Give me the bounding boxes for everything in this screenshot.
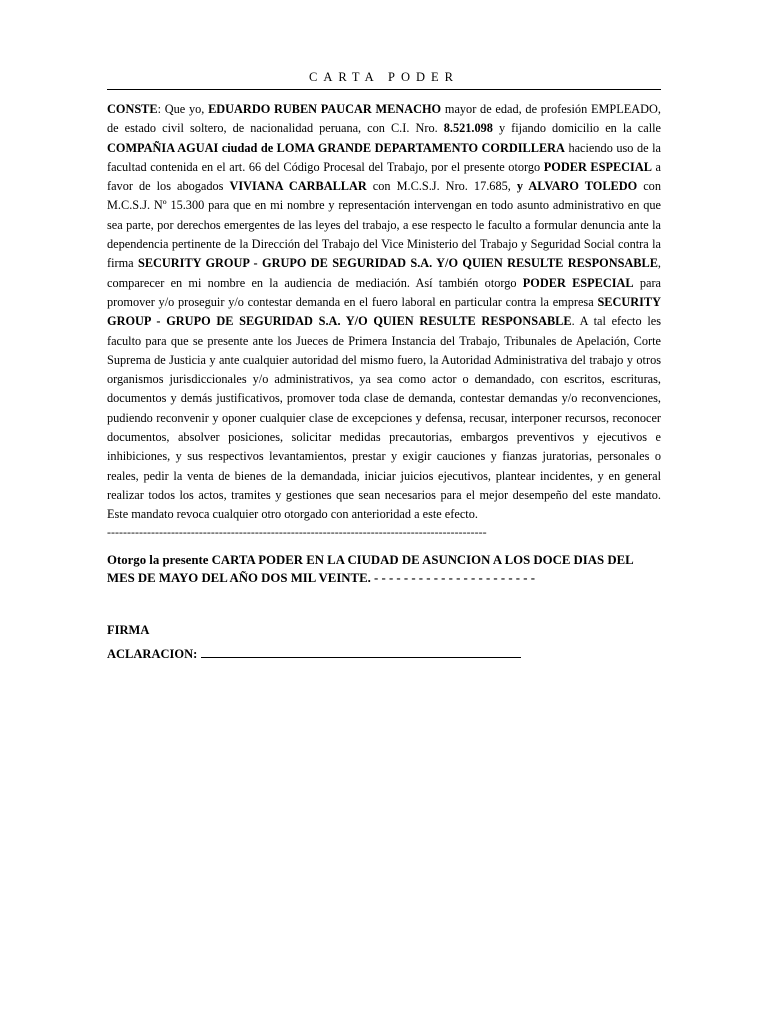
body-text-run: : Que yo, bbox=[157, 102, 209, 116]
body-bold-run: 8.521.098 bbox=[443, 121, 493, 136]
body-bold-run: PODER ESPECIAL bbox=[543, 159, 652, 174]
title-underline bbox=[107, 89, 661, 90]
body-bold-run: VIVIANA CARBALLAR bbox=[229, 179, 367, 194]
separator-line: ----------------------------------------------------------------------------------------------- bbox=[107, 524, 487, 539]
body-text-run: haciendo uso de la facultad contenida en el art. 66 del Código Procesal del Trabajo, por el presente otorgo bbox=[107, 140, 662, 174]
body-bold-run: PODER ESPECIAL bbox=[522, 275, 634, 290]
body-bold-run: SECURITY GROUP - GRUPO DE SEGURIDAD S.A. Y/O QUIEN RESULTE RESPONSABLE bbox=[107, 294, 661, 329]
body-text-run: , comparecer en mi nombre en la audiencia de mediación. Así también otorgo bbox=[107, 256, 661, 290]
body-bold-run: COMPAÑIA AGUAI ciudad de LOMA GRANDE DEPARTAMENTO CORDILLERA bbox=[107, 140, 565, 155]
otorgo-paragraph bbox=[107, 551, 661, 587]
aclaracion-label: ACLARACION: bbox=[107, 646, 198, 661]
firma-label: FIRMA bbox=[107, 622, 150, 637]
document-page bbox=[107, 70, 661, 662]
body-text-run: con M.C.S.J. Nro. 17.685, bbox=[366, 179, 517, 194]
body-text-run: mayor de edad, de profesión EMPLEADO, de estado civil soltero, de nacionalidad peruana, con C.I. Nro. bbox=[107, 102, 661, 136]
otorgo-lead: Otorgo la presente bbox=[107, 552, 212, 567]
aclaracion-signature-line bbox=[201, 647, 521, 658]
body-text-run: y fijando domicilio en la calle bbox=[492, 121, 661, 136]
body-bold-run: y ALVARO TOLEDO bbox=[516, 179, 638, 194]
body-bold-run: CONSTE bbox=[107, 102, 158, 116]
otorgo-dashes: - - - - - - - - - - - - - - - - - - - - - - bbox=[370, 570, 535, 585]
aclaracion-row bbox=[107, 647, 661, 662]
document-title: CARTA PODER bbox=[308, 70, 460, 84]
body-text-run: para promover y/o proseguir y/o contestar demanda en el fuero laboral en particular contra la empresa bbox=[107, 275, 661, 309]
otorgo-text: CARTA PODER EN LA CIUDAD DE ASUNCION A LOS DOCE DIAS DEL MES DE MAYO DEL AÑO DOS MIL VEINTE. bbox=[107, 552, 633, 585]
document-body bbox=[107, 100, 661, 525]
body-text-run: a favor de los abogados bbox=[107, 159, 661, 194]
body-bold-run: EDUARDO RUBEN PAUCAR MENACHO bbox=[208, 102, 442, 116]
body-text-run: . A tal efecto les faculto para que se presente ante los Jueces de Primera Instancia del Trabajo, Tribunales de Apelación, Corte Suprema de Justicia y ante cualquier autoridad del mismo fuero, la Autoridad Administrativa del trabajo y otros organismos jurisdiccionales y/o administrativos, ya sea como actor o demandado, con escritos, escrituras, documentos y demás justificativos, promover toda clase de demanda, contestar demandas y/o reconvenciones, pudiendo reconvenir y oponer cualquier clase de excepciones y defensa, recusar, interponer recursos, reconocer documentos, absolver posiciones, solicitar medidas precautorias, embargos preventivos y ejecutivos e inhibiciones, y sus respectivos levantamientos, prestar y exigir cauciones y fianzas juratorias, personales o reales, pedir la venta de bienes de la demandada, iniciar juicios ejecutivos, plantear incidentes, y en general realizar todos los actos, tramites y gestiones que sean necesarios para el mejor desempeño del este mandato. Este mandato revoca cualquier otro otorgado con anterioridad a este efecto. bbox=[107, 314, 661, 522]
body-text-run: con M.C.S.J. Nº 15.300 para que en mi nombre y representación intervengan en todo asunto administrativo en que sea parte, por derechos emergentes de las leyes del trabajo, a ese respecto le faculto a formular denuncia ante la dependencia pertinente de la Dirección del Trabajo del Vice Ministerio del Trabajo y Seguridad Social contra la firma bbox=[107, 179, 661, 271]
body-bold-run: SECURITY GROUP - GRUPO DE SEGURIDAD S.A. Y/O QUIEN RESULTE RESPONSABLE bbox=[138, 256, 658, 271]
